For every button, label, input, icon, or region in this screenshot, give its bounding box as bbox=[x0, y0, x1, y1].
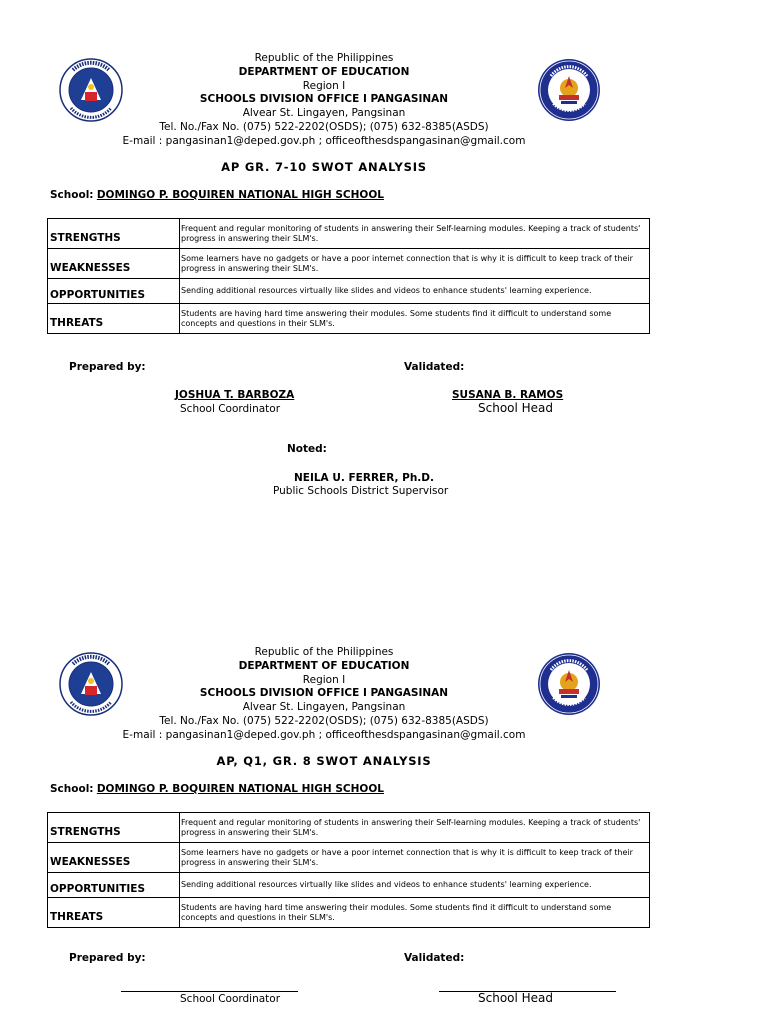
swot-row-strengths bbox=[48, 219, 650, 249]
opportunities-text: Sending additional resources virtually like slides and videos to enhance students' learning experience. bbox=[180, 279, 650, 304]
school-name: DOMINGO P. BOQUIREN NATIONAL HIGH SCHOOL bbox=[96, 189, 384, 201]
address-line: Alvear St. Lingayen, Pangsinan bbox=[242, 701, 406, 713]
threats-text: Students are having hard time answering their modules. Some students find it difficult to understand some concepts and questions in their SLM's. bbox=[180, 304, 650, 334]
school-label: School: bbox=[50, 189, 94, 201]
supervisor-name: NEILA U. FERRER, Ph.D. bbox=[294, 472, 434, 484]
email-line: E-mail : pangasinan1@deped.gov.ph ; officeofthesdspangasinan@gmail.com bbox=[122, 135, 526, 147]
address-line: Alvear St. Lingayen, Pangsinan bbox=[242, 107, 406, 119]
region-line: Region I bbox=[302, 674, 346, 686]
head-role: School Head bbox=[478, 991, 554, 1005]
strengths-label: STRENGTHS bbox=[48, 813, 180, 843]
opportunities-label: OPPORTUNITIES bbox=[48, 873, 180, 898]
school-label: School: bbox=[50, 783, 94, 795]
department-line: DEPARTMENT OF EDUCATION bbox=[238, 66, 410, 78]
document-title: AP, Q1, GR. 8 SWOT ANALYSIS bbox=[216, 754, 432, 768]
threats-text: Students are having hard time answering their modules. Some students find it difficult to understand some concepts and questions in their SLM's. bbox=[180, 898, 650, 928]
threats-label: THREATS bbox=[48, 304, 180, 334]
coordinator-signature-line bbox=[121, 991, 298, 992]
strengths-text: Frequent and regular monitoring of students in answering their Self-learning modules. Keeping a track of students' progress in answering their SLM's. bbox=[180, 219, 650, 249]
validated-label: Validated: bbox=[404, 361, 465, 373]
school-row bbox=[50, 189, 384, 201]
school-row bbox=[50, 783, 384, 795]
email-line: E-mail : pangasinan1@deped.gov.ph ; officeofthesdspangasinan@gmail.com bbox=[122, 729, 526, 741]
swot-row-weaknesses bbox=[48, 843, 650, 873]
noted-label: Noted: bbox=[287, 443, 327, 455]
tel-line: Tel. No./Fax No. (075) 522-2202(OSDS); (075) 632-8385(ASDS) bbox=[159, 121, 489, 133]
division-line: SCHOOLS DIVISION OFFICE I PANGASINAN bbox=[199, 687, 449, 699]
weaknesses-text: Some learners have no gadgets or have a poor internet connection that is why it is difficult to keep track of their progress in answering their SLM's. bbox=[180, 249, 650, 279]
republic-line: Republic of the Philippines bbox=[254, 52, 394, 64]
head-role: School Head bbox=[478, 401, 554, 415]
coordinator-name: JOSHUA T. BARBOZA bbox=[175, 389, 295, 401]
swot-row-weaknesses bbox=[48, 249, 650, 279]
swot-row-opportunities bbox=[48, 873, 650, 898]
weaknesses-text: Some learners have no gadgets or have a poor internet connection that is why it is difficult to keep track of their progress in answering their SLM's. bbox=[180, 843, 650, 873]
threats-label: THREATS bbox=[48, 898, 180, 928]
prepared-by-label: Prepared by: bbox=[69, 952, 146, 964]
coordinator-role: School Coordinator bbox=[180, 993, 281, 1005]
document-title: AP GR. 7-10 SWOT ANALYSIS bbox=[221, 160, 427, 174]
weaknesses-label: WEAKNESSES bbox=[48, 843, 180, 873]
weaknesses-label: WEAKNESSES bbox=[48, 249, 180, 279]
region-line: Region I bbox=[302, 80, 346, 92]
school-name: DOMINGO P. BOQUIREN NATIONAL HIGH SCHOOL bbox=[96, 783, 384, 795]
republic-line: Republic of the Philippines bbox=[254, 646, 394, 658]
swot-row-threats bbox=[48, 304, 650, 334]
opportunities-text: Sending additional resources virtually like slides and videos to enhance students' learning experience. bbox=[180, 873, 650, 898]
prepared-by-label: Prepared by: bbox=[69, 361, 146, 373]
document-page-2 bbox=[0, 594, 768, 1024]
validated-label: Validated: bbox=[404, 952, 465, 964]
swot-row-threats bbox=[48, 898, 650, 928]
swot-table bbox=[47, 218, 650, 334]
tel-line: Tel. No./Fax No. (075) 522-2202(OSDS); (075) 632-8385(ASDS) bbox=[159, 715, 489, 727]
opportunities-label: OPPORTUNITIES bbox=[48, 279, 180, 304]
strengths-text: Frequent and regular monitoring of students in answering their Self-learning modules. Keeping a track of students' progress in answering their SLM's. bbox=[180, 813, 650, 843]
division-line: SCHOOLS DIVISION OFFICE I PANGASINAN bbox=[199, 93, 449, 105]
swot-row-opportunities bbox=[48, 279, 650, 304]
swot-row-strengths bbox=[48, 813, 650, 843]
department-line: DEPARTMENT OF EDUCATION bbox=[238, 660, 410, 672]
supervisor-role: Public Schools District Supervisor bbox=[273, 485, 449, 497]
head-name: SUSANA B. RAMOS bbox=[452, 389, 564, 401]
strengths-label: STRENGTHS bbox=[48, 219, 180, 249]
swot-table bbox=[47, 812, 650, 928]
coordinator-role: School Coordinator bbox=[180, 403, 281, 415]
